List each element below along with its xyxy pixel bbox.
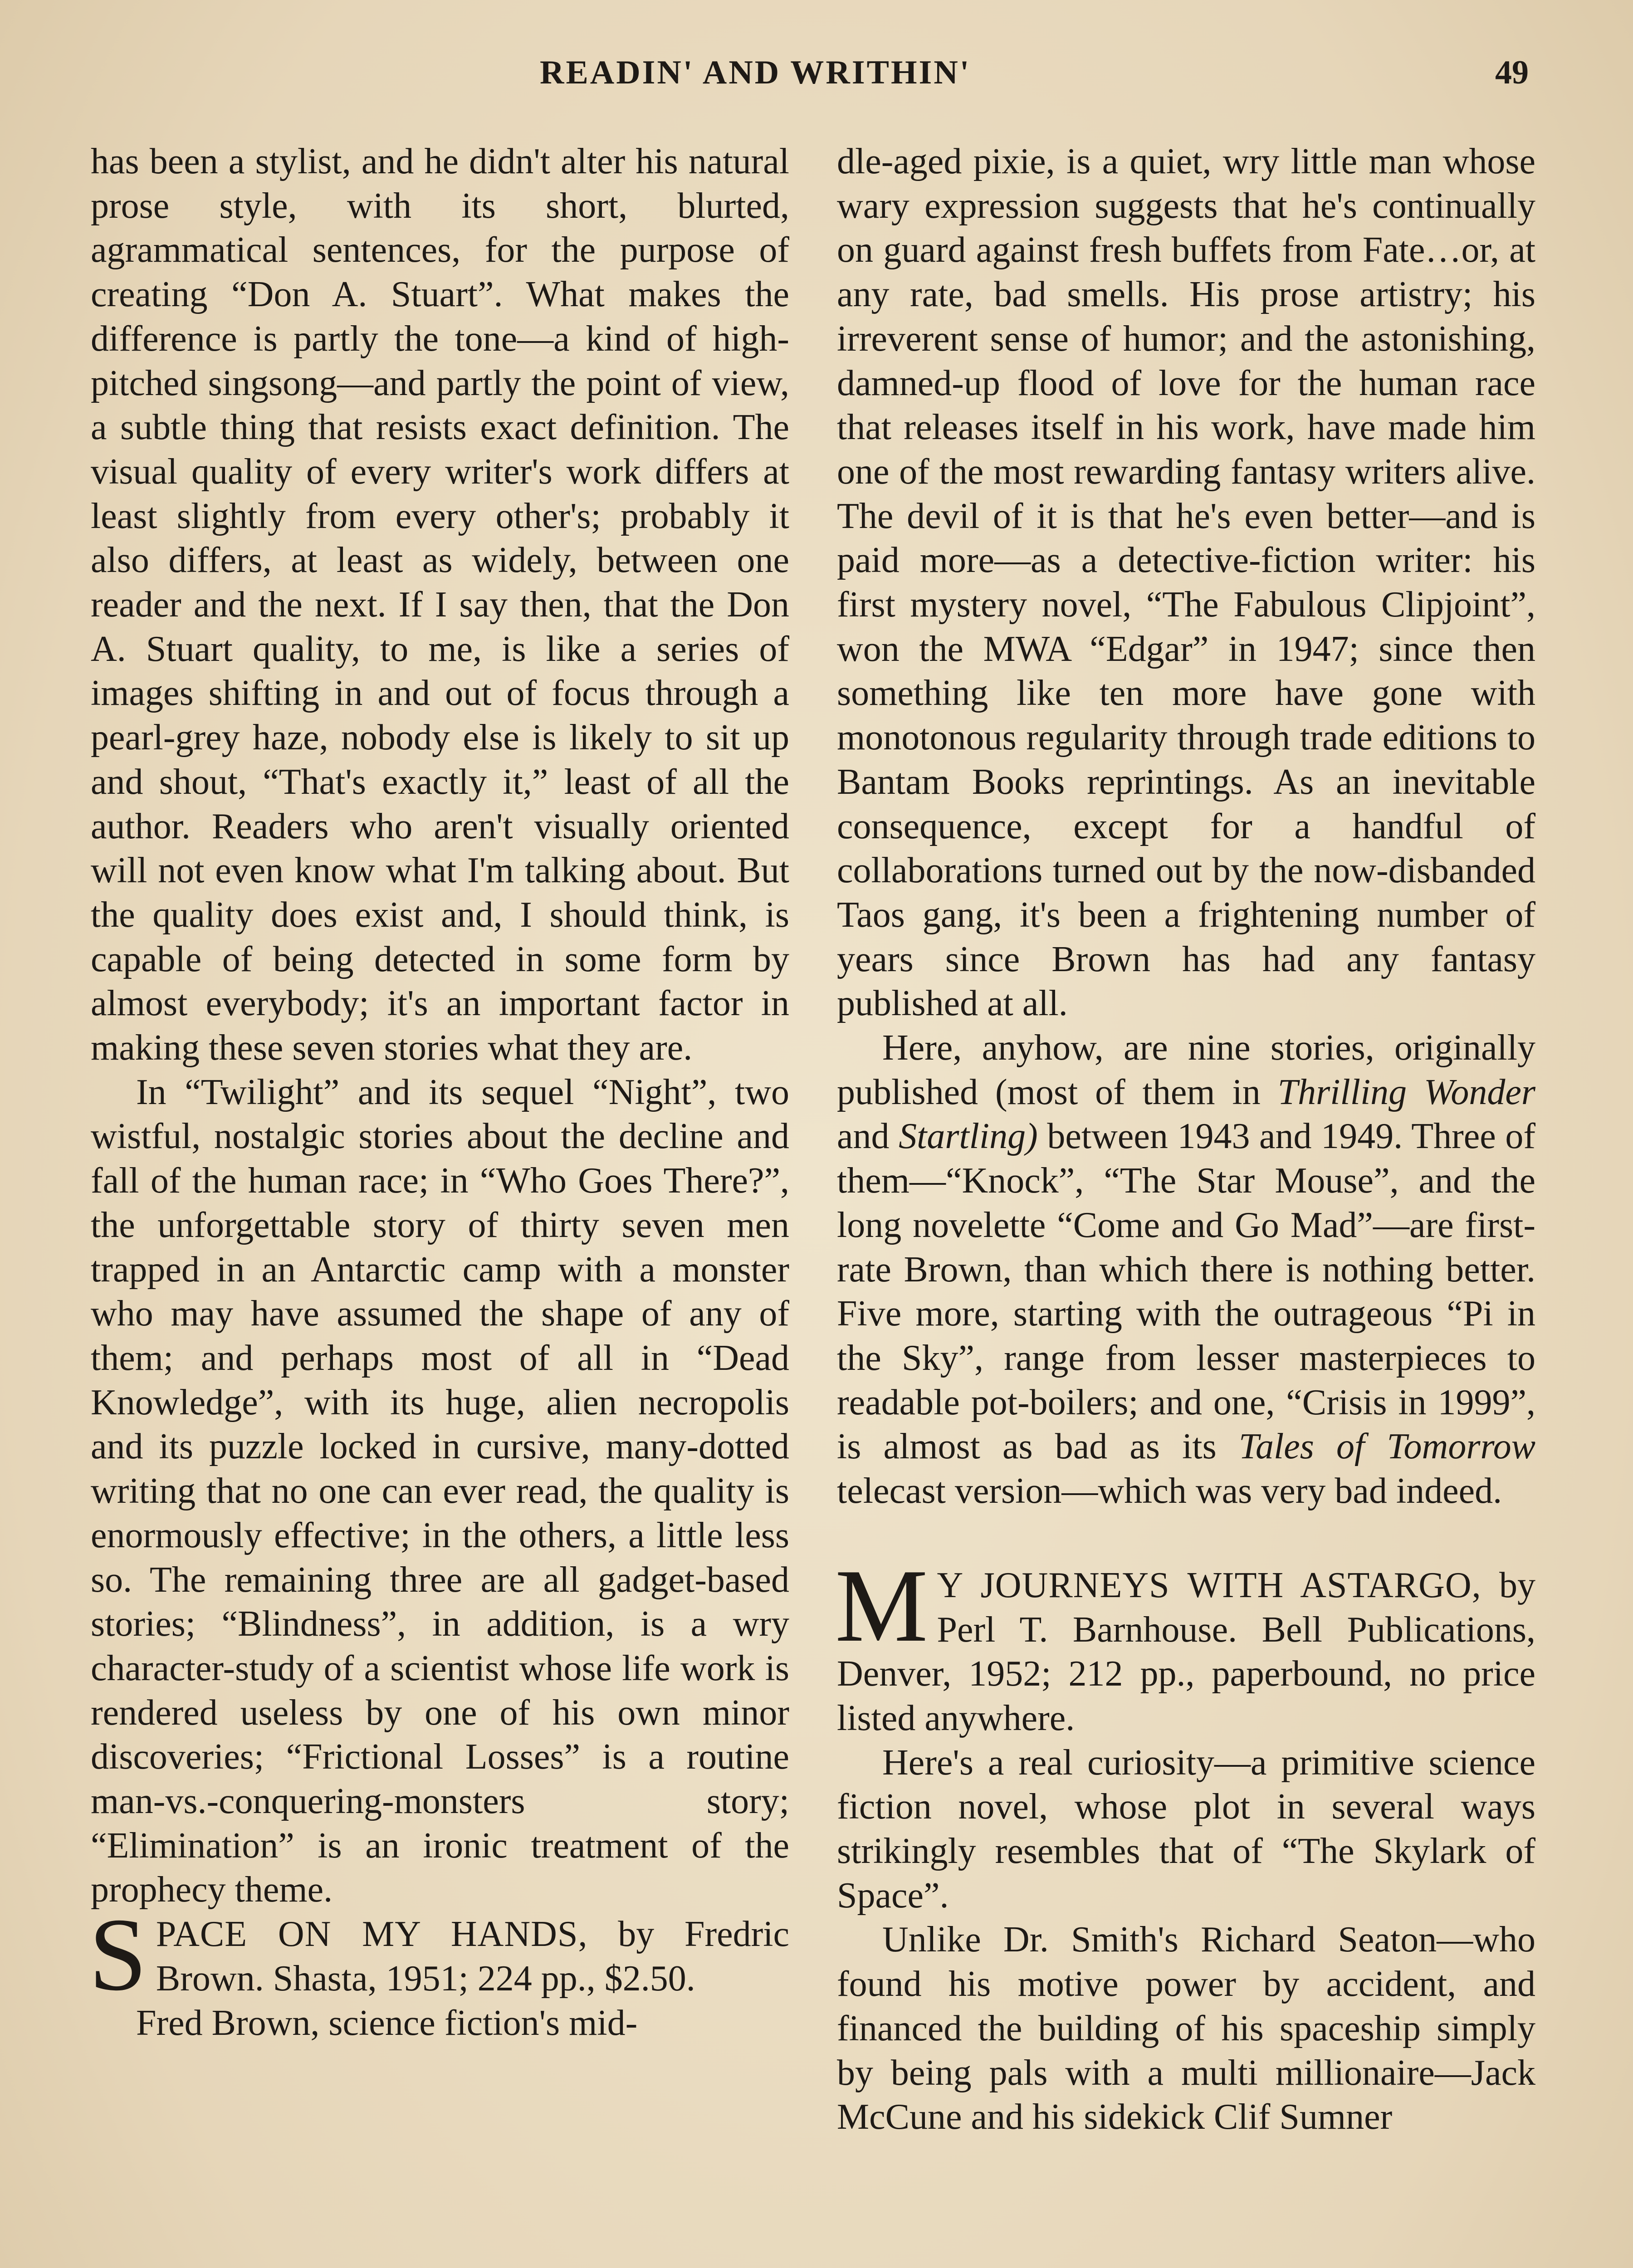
text-run: between 1943 and 1949. Three of them—“Knock”, “The Star Mouse”, and the long novelette “Come and Go Mad”—are first-rate Brown, than which there is nothing better. Five more, starting with the outrageous “Pi in the Sky”, range from lesser masterpieces to readable pot-boilers; and one, “Crisis in 1999”, is almost as bad as its — [837, 1116, 1535, 1467]
right-paragraph-3: Here's a real curiosity—a primitive science fiction novel, whose plot in several ways strikingly resembles that of “The Skylark of Space”. — [837, 1742, 1535, 1916]
tv-show-title: Tales of Tomorrow — [1238, 1427, 1535, 1467]
left-paragraph-3: Fred Brown, science fiction's mid- — [136, 2003, 638, 2043]
running-title: READIN' AND WRITHIN' — [540, 54, 971, 91]
running-head — [0, 54, 1633, 99]
left-column — [91, 140, 789, 2045]
review-heading-my-journeys-with-astargo — [835, 1547, 1536, 1741]
review-title: PACE ON MY HANDS, — [156, 1914, 588, 1955]
dropcap: S — [89, 1897, 147, 2013]
review-heading-space-on-my-hands — [89, 1897, 790, 2013]
review-title: Y JOURNEYS WITH ASTARGO, — [937, 1565, 1481, 1605]
text-run: and — [837, 1116, 899, 1157]
left-paragraph-2: In “Twilight” and its sequel “Night”, two wistful, nostalgic stories about the decline and fall of the human race; in “Who Goes There?”, the unforgettable story of thirty seven men trapped in an Antarctic camp with a monster who may have assumed the shape of any of them; and perhaps most of all in “Dead Knowledge”, with its huge, alien necropolis and its puzzle locked in cursive, many-dotted writing that no one can ever read, the quality is enormously effective; in the others, a little less so. The remaining three are all gadget-based stories; “Blindness”, in addition, is a wry character-study of a scientist whose life work is rendered useless by one of his own minor discoveries; “Frictional Losses” is a routine man-vs.-conquering-monsters story; “Elimination” is an ironic treatment of the prophecy theme. — [91, 1072, 789, 1910]
text-run: Here, anyhow, are nine stories, originally published (most of them in — [837, 1028, 1535, 1112]
text-run: telecast version—which was very bad indeed. — [837, 1471, 1502, 1511]
review-info: by Fredric Brown. Shasta, 1951; 224 pp., $2.50. — [156, 1914, 790, 1999]
right-paragraph-2 — [837, 1026, 1535, 1514]
right-paragraph-4: Unlike Dr. Smith's Richard Seaton—who found his motive power by accident, and financed the building of his spaceship simply by being pals with a multi millionaire—Jack McCune and his sidekick Clif Sumner — [837, 1920, 1535, 2137]
page-number: 49 — [1495, 54, 1529, 91]
right-paragraph-1: dle-aged pixie, is a quiet, wry little man whose wary expression suggests that he's continually on guard against fresh buffets from Fate…or, at any rate, bad smells. His prose artistry; his irreverent sense of humor; and the astonishing, damned-up flood of love for the human race that releases itself in his work, have made him one of the most rewarding fantasy writers alive. The devil of it is that he's even better—and is paid more—as a detective-fiction writer: his first mystery novel, “The Fabulous Clipjoint”, won the MWA “Edgar” in 1947; since then something like ten more have gone with monotonous regularity through trade editions to Bantam Books reprintings. As an inevitable consequence, except for a handful of collaborations turned out by the now-disbanded Taos gang, it's been a frightening number of years since Brown has had any fantasy published at all. — [837, 142, 1535, 1024]
right-column — [837, 140, 1535, 2140]
magazine-title: Startling) — [899, 1116, 1038, 1157]
magazine-title: Thrilling Wonder — [1277, 1072, 1536, 1112]
left-paragraph-1: has been a stylist, and he didn't alter his natural prose style, with its short, blurted, agrammatical sentences, for the purpose of creating “Don A. Stuart”. What makes the difference is partly the tone—a kind of high-pitched singsong—and partly the point of view, a subtle thing that resists exact definition. The visual quality of every writer's work differs at least slightly from every other's; probably it also differs, at least as widely, between one reader and the next. If I say then, that the Don A. Stuart quality, to me, is like a series of images shifting in and out of focus through a pearl-grey haze, nobody else is likely to sit up and shout, “That's exactly it,” least of all the author. Readers who aren't visually oriented will not even know what I'm talking about. But the quality does exist and, I should think, is capable of being detected in some form by almost everybody; it's an important factor in making these seven stories what they are. — [91, 142, 789, 1068]
review-info: by Perl T. Barnhouse. Bell Publications, Denver, 1952; 212 pp., paperbound, no price listed anywhere. — [837, 1565, 1536, 1738]
dropcap: M — [835, 1547, 928, 1663]
